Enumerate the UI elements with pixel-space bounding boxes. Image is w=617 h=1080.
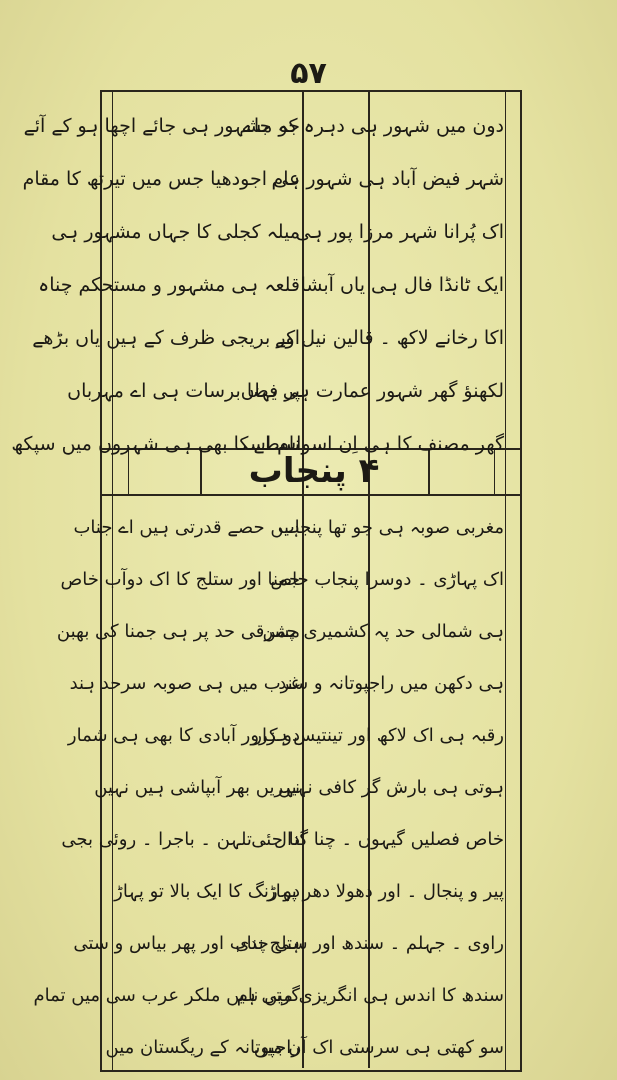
verse-line: سو کھتی ہی سرستی اک آن میں [253, 1037, 504, 1058]
heading-bar-bottom-rule [100, 494, 520, 496]
verse-line: دو رنگ کا ایک بالا تو پہاڑ [114, 881, 300, 902]
verse-line: ہی شمالی حد پہ کشمیری چمن [262, 621, 504, 642]
verse-line: گرتی ہیں ملکر عرب سی میں تمام [33, 985, 300, 1006]
verse-line: شہر فیض آباد ہی شہور عام [271, 168, 504, 190]
verse-line: لکھنؤ گھر شہور عمارت ہی یہاں [240, 380, 504, 402]
verse-line: قلعہ ہی مشہور و مستحکم چناہ [38, 274, 300, 296]
verse-line: ہوتی ہی بارش گر کافی نہیں [277, 777, 504, 798]
verse-line: نام اسکا بھی ہی شہروں میں سپکھ [11, 433, 300, 455]
verse-line: اکا رخانے لاکھ ۔ قالین نیل کے [275, 327, 504, 349]
verse-line: پر فضا برسات ہی اے مہرباں [67, 380, 300, 402]
verse-line: جو مشہور ہی جائے اچھا ہو کے آئے [23, 115, 300, 137]
verse-line: جمنا اور ستلج کا اک دوآب خاص [60, 569, 300, 590]
verse-line: اک پُرانا شہر مرزا پور ہی [295, 221, 504, 243]
verse-line: مشرقی حد پر ہی جمنا کی بھبن [56, 621, 300, 642]
verse-line: رقبہ ہی اک لاکھ اور تینتیس ہزار [253, 725, 504, 746]
verse-line: ہیں حصے قدرتی ہیں اے جناب [73, 517, 300, 538]
outer-right-rule [505, 90, 506, 1070]
verse-line: دون میں شہور ہی دہرہ کہ جاے [242, 115, 504, 137]
verse-line: دو کرور آبادی کا بھی ہی شمار [67, 725, 300, 746]
verse-line: راوی ۔ جہلم ۔ سندھ اور ستلج ندی [235, 933, 504, 954]
verse-line: ہی چناب اور پھر بیاس و ستی [73, 933, 300, 954]
verse-line: مغربی صوبہ ہی جو تھا پنجاب [277, 517, 504, 538]
verse-line: نہریں بھر آبپاشی ہیں نہیں [94, 777, 300, 798]
verse-line: اک پہاڑی ۔ دوسرا پنجاب خاص [270, 569, 504, 590]
verse-line: دال ۔ تلہن ۔ باجرا ۔ روئی بجی [61, 829, 300, 850]
verse-line: خاص فصلیں گیہوں ۔ چنا گنا جئی [251, 829, 504, 850]
verse-line: سندھ کا اندس ہی انگریزی میں نام [236, 985, 504, 1006]
lower-right-column [235, 502, 504, 1074]
section-heading: ۴ پنجاب [248, 451, 380, 491]
verse-line: ہی دکھن میں راجپوتانہ و سند [278, 673, 504, 694]
verse-line: گھر مصنف کا ہی اِن اسواسطے [253, 433, 504, 455]
verse-line: غرب میں ہی صوبہ سرحد ہند [69, 673, 300, 694]
verse-line: راجپوتانہ کے ریگستان میں [105, 1037, 300, 1058]
lower-left-column [33, 502, 300, 1074]
verse-line: پیر و پنجال ۔ اور دھولا دھر پہاڑ [267, 881, 504, 902]
verse-line: ایک ٹانڈا فال ہی یاں آبشا [300, 274, 504, 296]
verse-line: میلہ کجلی کا جہاں مشہور ہی [51, 221, 300, 243]
verse-line: ہی اجودھیا جس میں تیرتھ کا مقام [22, 168, 300, 190]
upper-left-column [11, 100, 300, 471]
verse-line: اور بریجی ظرف کے ہیں یاں بڑھے [32, 327, 300, 349]
page-number: ۵۷ [290, 56, 327, 91]
